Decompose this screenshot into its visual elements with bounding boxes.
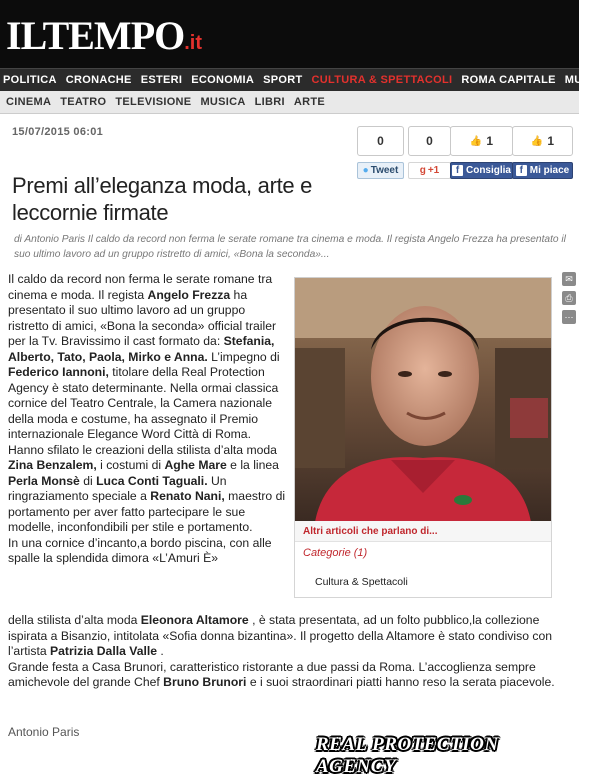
- subnav-item-cinema[interactable]: CINEMA: [6, 96, 52, 108]
- article-date: 15/07/2015 06:01: [12, 126, 104, 138]
- fb-recommend-label: Consiglia: [465, 165, 511, 176]
- article-author: Antonio Paris: [8, 725, 80, 739]
- subnav-item-televisione[interactable]: TELEVISIONE: [115, 96, 192, 108]
- nav-item-cronache[interactable]: CRONACHE: [65, 74, 132, 86]
- article-title: Premi all’eleganza moda, arte e leccornie firmate: [12, 173, 313, 225]
- nav-item-politica[interactable]: POLITICA: [3, 74, 57, 86]
- thumbs-up-icon: 👍: [469, 135, 483, 147]
- print-icon[interactable]: ⎙: [562, 291, 576, 305]
- related-articles-title: Altri articoli che parlano di...: [303, 526, 438, 537]
- fb-like-button[interactable]: [512, 162, 573, 179]
- nav-item-roma-capitale[interactable]: ROMA CAPITALE: [461, 74, 556, 86]
- fb-like-count: [512, 126, 573, 156]
- nav-item-esteri[interactable]: ESTERI: [140, 74, 183, 86]
- main-navigation: [0, 68, 609, 91]
- article-tools: [562, 272, 578, 329]
- subnav-item-arte[interactable]: ARTE: [293, 96, 326, 108]
- twitter-bird-icon: ●: [362, 165, 369, 176]
- comment-icon[interactable]: ⋯: [562, 310, 576, 324]
- related-category-link[interactable]: Cultura & Spettacoli: [315, 576, 408, 588]
- fb-like-label: Mi piace: [529, 165, 570, 176]
- article-body-full: della stilista d’alta moda Eleonora Altamore , è stata presentata, ad un folto pubblico,la collezione ispirata a Bisanzio, intitolata «Sofia donna bizantina». Il progetto della Altamore è stato condiviso con l’artista Patrizia Dalla Valle . Grande festa a Casa Brunori, caratteristico ristorante a due passi da Roma. L’accoglienza sempre amichevole del grande Chef Bruno Brunori e i suoi straordinari piatti hanno reso la serata piacevole.: [8, 613, 555, 689]
- related-articles-box: [294, 521, 552, 598]
- nav-item-sport[interactable]: SPORT: [263, 74, 303, 86]
- article-abstract: di Antonio Paris Il caldo da record non ferma le serate romane tra cinema e moda. Il regista Angelo Frezza ha presentato il suo ultimo lavoro ad un gruppo ristretto di amici, «Bona la seconda»...: [14, 234, 566, 260]
- email-icon[interactable]: ✉: [562, 272, 576, 286]
- site-logo[interactable]: [6, 14, 202, 65]
- article-body-column: Il caldo da record non ferma le serate romane tra cinema e moda. Il regista Angelo Frezza ha presentato il suo ultimo lavoro ad un gruppo ristretto di amici, «Bona la seconda» official trailer per la Tv. Bravissimo il cast formato da: Stefania, Alberto, Tato, Paola, Mirko e Anna. L’impegno di Federico Iannoni, titolare della Real Protection Agency è stato determinante. Nella ormai classica cornice del Teatro Centrale, la Camera nazionale della moda e costume, ha assegnato il Premio internazionale Elegance Word Città di Roma. Hanno sfilato le creazioni della stilista d’alta moda Zina Benzalem, i costumi di Aghe Mare e la linea Perla Monsè di Luca Conti Taguali. Un ringraziamento speciale a Renato Nani, maestro di portamento per aver fatto partecipare le sue modelle, inconfondibili per stile e portamento. In una cornice d’incanto,a bordo piscina, con alle spalle la splendida dimora «L’Amuri È»: [8, 272, 286, 565]
- nav-item-economia[interactable]: ECONOMIA: [191, 74, 255, 86]
- tweet-button[interactable]: [357, 162, 404, 179]
- google-plus-button[interactable]: [408, 162, 451, 179]
- subnav-item-teatro[interactable]: TEATRO: [60, 96, 107, 108]
- subnav-item-libri[interactable]: LIBRI: [254, 96, 285, 108]
- fb-recommend-count: [450, 126, 513, 156]
- related-category-heading: Categorie (1): [303, 547, 368, 559]
- google-plus-icon: g: [419, 165, 426, 176]
- subnav-item-musica[interactable]: MUSICA: [200, 96, 246, 108]
- facebook-icon: f: [516, 165, 527, 176]
- section-subnavigation: [0, 91, 579, 114]
- gplus-count: 0: [408, 126, 451, 156]
- fb-recommend-count-value: 1: [486, 134, 494, 148]
- related-articles-header: [295, 521, 551, 542]
- nav-item-cultura-spettacoli[interactable]: CULTURA & SPETTACOLI: [311, 74, 453, 86]
- thumbs-up-icon: 👍: [530, 135, 544, 147]
- article-photo[interactable]: [294, 277, 552, 523]
- logo-text: ILTEMPO: [6, 13, 185, 58]
- watermark-text: REAL PROTECTION AGENCY: [316, 734, 499, 777]
- masthead: [0, 0, 579, 68]
- tweet-label: Tweet: [370, 165, 399, 176]
- gplus-label: +1: [427, 165, 440, 176]
- fb-like-count-value: 1: [547, 134, 555, 148]
- tweet-count: 0: [357, 126, 404, 156]
- logo-suffix: .it: [184, 32, 203, 54]
- nav-item-multimedia[interactable]: MULTIM: [564, 74, 609, 86]
- facebook-icon: f: [452, 165, 463, 176]
- portrait-photo: [295, 278, 551, 522]
- fb-recommend-button[interactable]: [450, 162, 513, 179]
